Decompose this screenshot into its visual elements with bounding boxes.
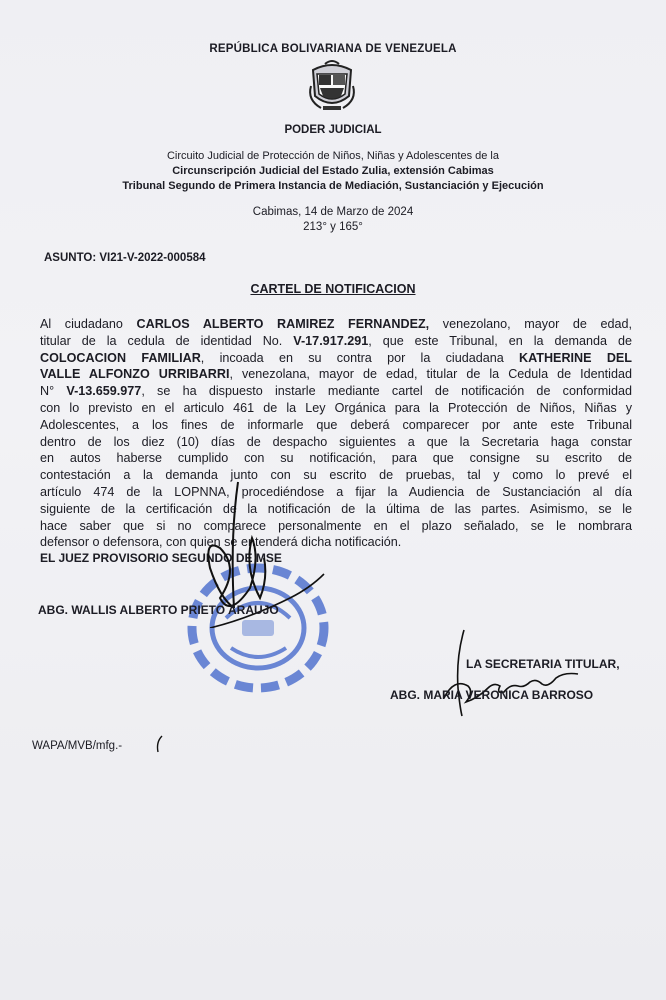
poder-judicial-heading: PODER JUDICIAL [284, 124, 382, 136]
notice-title: CARTEL DE NOTIFICACION [250, 282, 416, 296]
body-line: contestación a la demanda junto con su escrito de pruebas, tal y como lo prevé el [40, 468, 632, 483]
body-line: VALLE ALFONZO URRIBARRI, venezolana, mayor de edad, titular de la Cedula de Identidad [40, 367, 632, 382]
body-line: dentro de los diez (10) días de despacho siguientes a que la Secretaria haga constar [40, 434, 632, 449]
secretary-title: LA SECRETARIA TITULAR, [466, 657, 620, 671]
body-line: siguiente de la certificación de la notificación de la última de las partes. Asimismo, se le [40, 501, 632, 516]
republic-heading: REPÚBLICA BOLIVARIANA DE VENEZUELA [209, 43, 457, 55]
court-circuit-block [0, 149, 666, 194]
judge-name: ABG. WALLIS ALBERTO PRIETO ARAUJO [38, 603, 279, 617]
secretary-name: ABG. MARIA VERONICA BARROSO [390, 688, 594, 702]
body-line: en autos haberse cumplido con su notificación, para que consigne su escrito de [40, 451, 632, 466]
reference-initials: WAPA/MVB/mfg.- [32, 740, 123, 752]
case-number: ASUNTO: VI21-V-2022-000584 [44, 252, 206, 264]
body-line: N° V-13.659.977, se ha dispuesto instarle mediante cartel de notificación de conformidad [40, 384, 632, 399]
circuit-line-2: Circunscripción Judicial del Estado Zulia, extensión Cabimas [172, 165, 494, 177]
years-line: 213° y 165° [303, 221, 363, 233]
secretary-signature-icon [438, 628, 588, 718]
body-line: hace saber que si no comparece personalmente en el plazo señalado, se le nombrara [40, 518, 632, 533]
body-line: defensor o defensora, con quien se entenderá dicha notificación. [40, 535, 402, 550]
body-line: COLOCACION FAMILIAR, incoada en su contra por la ciudadana KATHERINE DEL [40, 350, 633, 365]
coat-of-arms-icon [303, 56, 361, 114]
circuit-line-3: Tribunal Segundo de Primera Instancia de Mediación, Sustanciación y Ejecución [122, 180, 544, 192]
date-line: Cabimas, 14 de Marzo de 2024 [252, 206, 414, 218]
pen-mark-icon [152, 734, 166, 754]
body-line: con lo previsto en el articulo 461 de la Ley Orgánica para la Protección de Niños, Niñas y [40, 400, 632, 415]
body-line: artículo 474 de la LOPNNA, procediéndose a fijar la Audiencia de Sustanciación al día [40, 484, 632, 499]
body-line: Adolescentes, a los fines de informarle que deberá comparecer por ante este Tribunal [40, 417, 632, 432]
date-block [0, 205, 666, 235]
judge-title: EL JUEZ PROVISORIO SEGUNDO DE MSE [40, 551, 282, 565]
body-line: titular de la cedula de identidad No. V-17.917.291, que este Tribunal, en la demanda de [40, 333, 632, 348]
notice-body [40, 316, 632, 551]
circuit-line-1: Circuito Judicial de Protección de Niños, Niñas y Adolescentes de la [166, 150, 499, 162]
body-line: Al ciudadano CARLOS ALBERTO RAMIREZ FERNANDEZ, venezolano, mayor de edad, [40, 317, 632, 331]
